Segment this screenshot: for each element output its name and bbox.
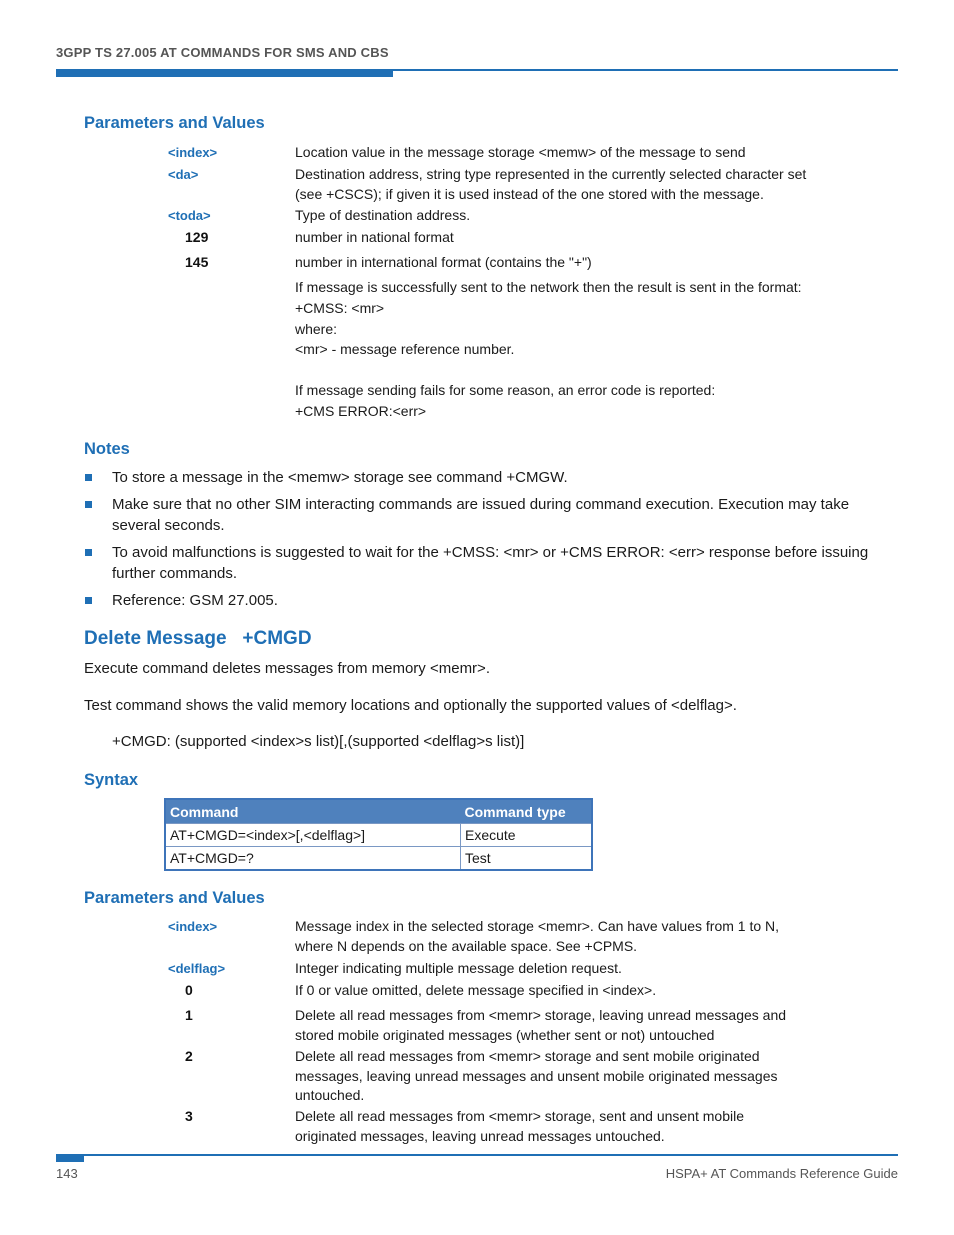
param-name-delflag: <delflag> [168, 961, 226, 976]
value-desc-0: If 0 or value omitted, delete message specified in <index>. [295, 982, 657, 998]
section-heading-parameters: Parameters and Values [84, 114, 265, 132]
value-1: 1 [185, 1007, 193, 1023]
note-item: Reference: GSM 27.005. [112, 592, 278, 609]
value-3: 3 [185, 1108, 193, 1124]
param-name-index: <index> [168, 145, 218, 160]
syntax-table [164, 798, 593, 871]
section-heading-syntax: Syntax [84, 771, 139, 789]
result-line: If message sending fails for some reason, an error code is reported: [295, 382, 716, 398]
result-line: <mr> - message reference number. [295, 341, 515, 357]
page-number: 143 [56, 1166, 78, 1181]
param-desc-index: Location value in the message storage <memw> of the message to send [295, 144, 746, 160]
section-heading-parameters-cmgd: Parameters and Values [84, 889, 265, 907]
param-name-index: <index> [168, 919, 218, 934]
command-description-execute: Execute command deletes messages from memory <memr>. [84, 660, 490, 677]
value-desc-3: Delete all read messages from <memr> storage, sent and unsent mobile originated messages, leaving unread messages untouched. [295, 1108, 745, 1144]
command-description-test: Test command shows the valid memory locations and optionally the supported values of <delflag>. [84, 697, 737, 714]
value-145: 145 [185, 254, 209, 270]
footer-guide-title: HSPA+ AT Commands Reference Guide [665, 1166, 898, 1181]
command-title: Delete Message +CMGD [84, 628, 312, 649]
value-0: 0 [185, 982, 193, 998]
result-line: +CMS ERROR:<err> [295, 403, 427, 419]
note-item: Make sure that no other SIM interacting commands are issued during command execution. Execution may take several seconds. [112, 496, 850, 534]
value-desc-145: number in international format (contains the "+") [295, 254, 592, 270]
table-header-command-type: Command type [461, 799, 593, 824]
footer-rule [56, 1154, 898, 1156]
note-item: To store a message in the <memw> storage see command +CMGW. [112, 469, 568, 486]
param-desc-toda: Type of destination address. [295, 207, 471, 223]
result-line: If message is successfully sent to the network then the result is sent in the format: [295, 279, 802, 295]
table-cell-type: Execute [461, 824, 593, 847]
section-heading-notes: Notes [84, 440, 130, 458]
header-rule-accent [56, 71, 393, 77]
param-desc-da: Destination address, string type represented in the currently selected character set (see +CSCS); if given it is used instead of the one stored with the message. [295, 166, 807, 202]
value-129: 129 [185, 229, 209, 245]
table-header-command: Command [165, 799, 461, 824]
value-2: 2 [185, 1048, 193, 1064]
running-header: 3GPP TS 27.005 AT COMMANDS FOR SMS AND CBS [56, 45, 389, 60]
table-cell-command: AT+CMGD=<index>[,<delflag>] [165, 824, 461, 847]
value-desc-129: number in national format [295, 229, 454, 245]
param-desc-delflag: Integer indicating multiple message deletion request. [295, 960, 622, 976]
table-cell-type: Test [461, 847, 593, 871]
bullet-icon [85, 501, 92, 508]
value-desc-2: Delete all read messages from <memr> storage and sent mobile originated messages, leaving unread messages and unsent mobile originated messages untouched. [295, 1048, 778, 1103]
result-line: where: [295, 321, 338, 337]
bullet-icon [85, 549, 92, 556]
table-row [165, 824, 592, 847]
table-row [165, 847, 592, 871]
param-desc-index: Message index in the selected storage <memr>. Can have values from 1 to N, where N depends on the available space. See +CPMS. [295, 918, 780, 954]
test-response-format: +CMGD: (supported <index>s list)[,(supported <delflag>s list)] [112, 733, 525, 750]
footer-rule-accent [56, 1156, 84, 1162]
bullet-icon [85, 474, 92, 481]
value-desc-1: Delete all read messages from <memr> storage, leaving unread messages and stored mobile originated messages (whether sent or not) untouched [295, 1007, 787, 1043]
bullet-icon [85, 597, 92, 604]
param-name-da: <da> [168, 167, 199, 182]
table-header-row [165, 799, 592, 824]
param-name-toda: <toda> [168, 208, 211, 223]
table-cell-command: AT+CMGD=? [165, 847, 461, 871]
note-item: To avoid malfunctions is suggested to wait for the +CMSS: <mr> or +CMS ERROR: <err> response before issuing further commands. [112, 544, 869, 582]
result-line: +CMSS: <mr> [295, 300, 385, 316]
